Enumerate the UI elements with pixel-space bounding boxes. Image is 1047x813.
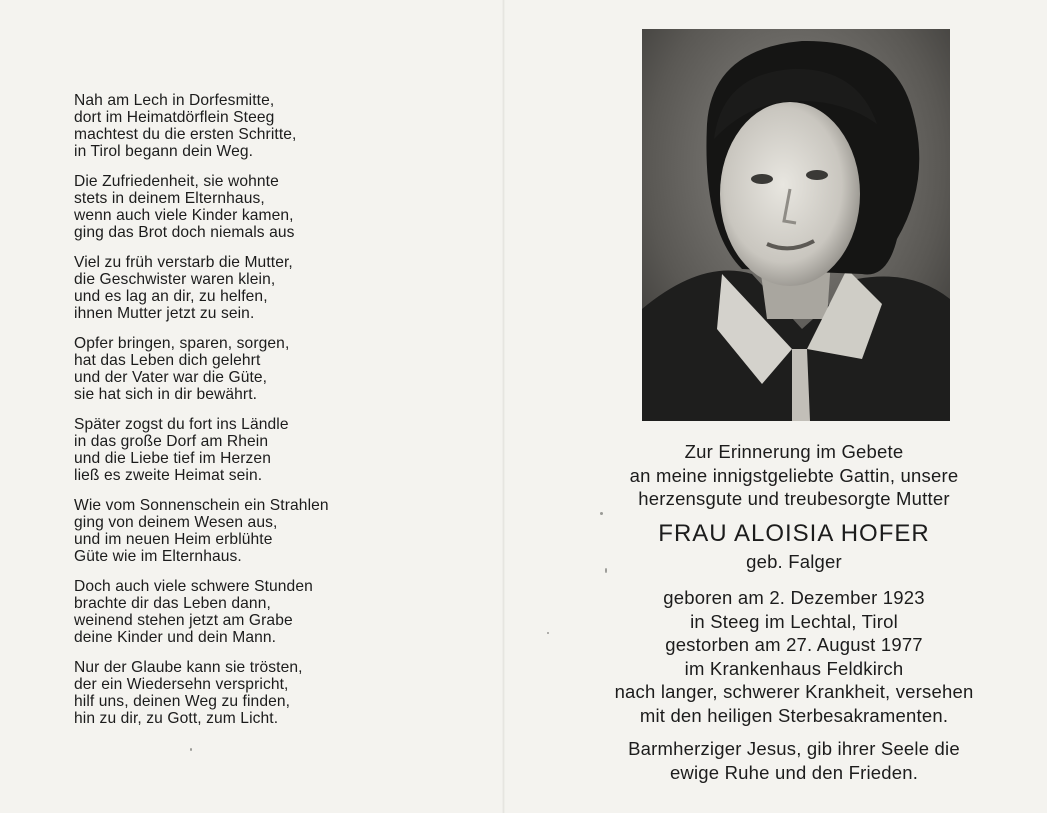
poem-line: stets in deinem Elternhaus,	[74, 190, 265, 207]
poem-line: und der Vater war die Güte,	[74, 369, 268, 386]
poem-line: wenn auch viele Kinder kamen,	[74, 207, 294, 224]
portrait-photo	[642, 29, 950, 421]
poem-line: machtest du die ersten Schritte,	[74, 126, 297, 143]
poem-line: in Tirol begann dein Weg.	[74, 143, 254, 160]
life-line: mit den heiligen Sterbesakramenten.	[639, 704, 949, 726]
poem-line: der ein Wiedersehn verspricht,	[74, 676, 289, 693]
closing-prayer	[556, 737, 1032, 784]
poem-line: die Geschwister waren klein,	[74, 271, 276, 288]
life-line: in Steeg im Lechtal, Tirol	[690, 610, 898, 632]
maiden-name: geb. Falger	[746, 551, 842, 572]
poem-line: Nah am Lech in Dorfesmitte,	[74, 92, 275, 109]
poem-line: Nur der Glaube kann sie trösten,	[74, 659, 303, 676]
eye-right-shape	[806, 170, 828, 180]
prayer-line: Barmherziger Jesus, gib ihrer Seele die	[628, 738, 960, 759]
poem-line: dort im Heimatdörflein Steeg	[74, 109, 275, 126]
poem-line: ging von deinem Wesen aus,	[74, 514, 278, 531]
poem-line: ihnen Mutter jetzt zu sein.	[74, 305, 255, 322]
poem-line: in das große Dorf am Rhein	[74, 433, 269, 450]
poem-stanza	[74, 335, 434, 403]
poem-line: Die Zufriedenheit, sie wohnte	[74, 173, 279, 190]
life-line: geboren am 2. Dezember 1923	[663, 587, 925, 608]
poem-line: Güte wie im Elternhaus.	[74, 548, 242, 565]
poem-line: ging das Brot doch niemals aus	[74, 224, 295, 241]
poem-line: hat das Leben dich gelehrt	[74, 352, 261, 369]
life-details	[556, 586, 1032, 728]
memorial-poem	[74, 92, 434, 740]
paper-speck	[190, 748, 192, 751]
eye-left-shape	[751, 174, 773, 184]
blouse-shape	[792, 349, 810, 421]
intro-line: an meine innigstgeliebte Gattin, unsere	[629, 464, 959, 486]
poem-stanza	[74, 416, 434, 484]
deceased-name: FRAU ALOISIA HOFER	[658, 520, 930, 547]
portrait-icon	[642, 29, 950, 421]
poem-line: weinend stehen jetzt am Grabe	[74, 612, 293, 629]
life-line: im Krankenhaus Feldkirch	[684, 657, 904, 679]
poem-stanza	[74, 659, 434, 727]
intro-line: Zur Erinnerung im Gebete	[684, 441, 904, 462]
prayer-line: ewige Ruhe und den Frieden.	[669, 761, 919, 783]
life-line: gestorben am 27. August 1977	[665, 634, 923, 656]
poem-line: brachte dir das Leben dann,	[74, 595, 271, 612]
card-fold	[502, 0, 505, 813]
poem-line: deine Kinder und dein Mann.	[74, 629, 277, 646]
poem-line: ließ es zweite Heimat sein.	[74, 467, 263, 484]
poem-line: und die Liebe tief im Herzen	[74, 450, 271, 467]
poem-line: Doch auch viele schwere Stunden	[74, 578, 313, 595]
intro-line: herzensgute und treubesorgte Mutter	[638, 488, 950, 510]
life-line: nach langer, schwerer Krankheit, versehen	[614, 681, 974, 703]
paper-speck	[547, 632, 549, 634]
poem-line: hin zu dir, zu Gott, zum Licht.	[74, 710, 279, 727]
poem-stanza	[74, 173, 434, 241]
poem-line: und im neuen Heim erblühte	[74, 531, 273, 548]
poem-line: und es lag an dir, zu helfen,	[74, 288, 268, 305]
memorial-intro	[556, 440, 1032, 511]
poem-stanza	[74, 254, 434, 322]
poem-line: Opfer bringen, sparen, sorgen,	[74, 335, 290, 352]
poem-stanza	[74, 497, 434, 565]
paper-speck	[605, 568, 607, 573]
poem-line: Später zogst du fort ins Ländle	[74, 416, 289, 433]
poem-line: Viel zu früh verstarb die Mutter,	[74, 254, 293, 271]
poem-stanza	[74, 92, 434, 160]
poem-line: hilf uns, deinen Weg zu finden,	[74, 693, 291, 710]
paper-speck	[600, 512, 603, 515]
poem-stanza	[74, 578, 434, 646]
poem-line: sie hat sich in dir bewährt.	[74, 386, 258, 403]
poem-line: Wie vom Sonnenschein ein Strahlen	[74, 497, 329, 514]
